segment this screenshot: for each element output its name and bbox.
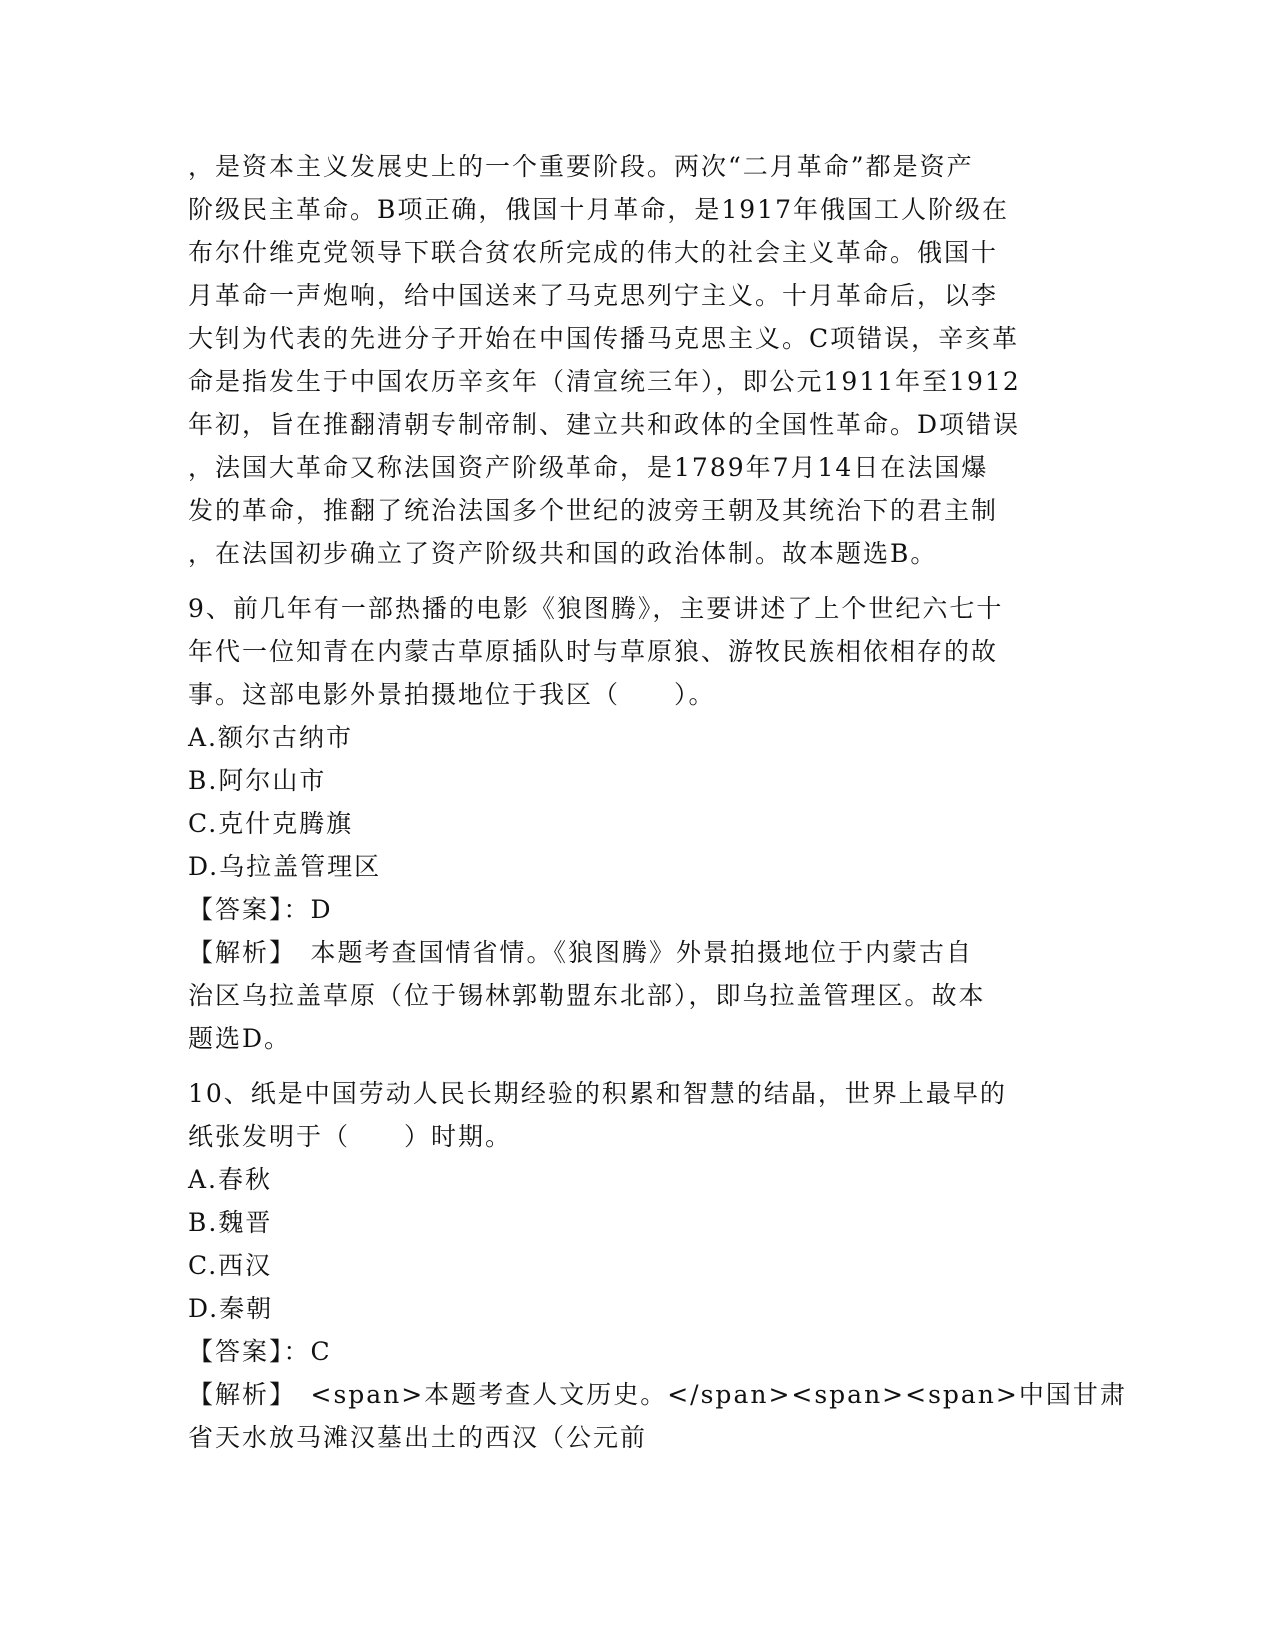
question-stem-line: 9、前几年有一部热播的电影《狼图腾》，主要讲述了上个世纪六七十 (188, 594, 1004, 623)
analysis-line: 【解析】 本题考查国情省情。《狼图腾》外景拍摄地位于内蒙古自 (188, 938, 974, 967)
text-line: 命是指发生于中国农历辛亥年（清宣统三年），即公元1911年至1912 (188, 367, 1021, 396)
analysis-line: 题选D。 (188, 1024, 292, 1053)
option-a: A.春秋 (188, 1165, 273, 1194)
previous-question-explanation (188, 145, 1088, 575)
text-line: 年初，旨在推翻清朝专制帝制、建立共和政体的全国性革命。D项错误 (188, 410, 1021, 439)
text-line: 阶级民主革命。B项正确，俄国十月革命，是1917年俄国工人阶级在 (188, 195, 1009, 224)
spacer (188, 1060, 1088, 1072)
option-d: D.乌拉盖管理区 (188, 852, 382, 881)
analysis-line: 治区乌拉盖草原（位于锡林郭勒盟东北部），即乌拉盖管理区。故本 (188, 981, 986, 1010)
spacer (188, 575, 1088, 587)
question-stem-line: 10、纸是中国劳动人民长期经验的积累和智慧的结晶，世界上最早的 (188, 1079, 1007, 1108)
text-line: ，在法国初步确立了资产阶级共和国的政治体制。故本题选B。 (188, 539, 938, 568)
question-stem-line: 年代一位知青在内蒙古草原插队时与草原狼、游牧民族相依相存的故 (188, 637, 999, 666)
analysis-line: 【解析】 <span>本题考查人文历史。</span><span><span>中国甘肃 (188, 1380, 1127, 1409)
question-9 (188, 587, 1088, 1060)
text-line: ，法国大革命又称法国资产阶级革命，是1789年7月14日在法国爆 (188, 453, 989, 482)
text-line: ，是资本主义发展史上的一个重要阶段。两次“二月革命”都是资产 (188, 152, 974, 181)
document-body (188, 145, 1127, 1459)
answer-line: 【答案】：C (188, 1337, 332, 1366)
option-b: B.阿尔山市 (188, 766, 327, 795)
option-c: C.克什克腾旗 (188, 809, 354, 838)
option-c: C.西汉 (188, 1251, 273, 1280)
question-10 (188, 1072, 1127, 1459)
answer-line: 【答案】：D (188, 895, 333, 924)
option-d: D.秦朝 (188, 1294, 274, 1323)
text-line: 发的革命，推翻了统治法国多个世纪的波旁王朝及其统治下的君主制 (188, 496, 999, 525)
question-stem-line: 事。这部电影外景拍摄地位于我区（ ）。 (188, 680, 716, 709)
analysis-line: 省天水放马滩汉墓出土的西汉（公元前 (188, 1423, 648, 1452)
text-line: 布尔什维克党领导下联合贫农所完成的伟大的社会主义革命。俄国十 (188, 238, 999, 267)
option-a: A.额尔古纳市 (188, 723, 354, 752)
text-line: 大钊为代表的先进分子开始在中国传播马克思主义。C项错误，辛亥革 (188, 324, 1020, 353)
text-line: 月革命一声炮响，给中国送来了马克思列宁主义。十月革命后，以李 (188, 281, 999, 310)
question-stem-line: 纸张发明于（ ）时期。 (188, 1122, 513, 1151)
option-b: B.魏晋 (188, 1208, 273, 1237)
